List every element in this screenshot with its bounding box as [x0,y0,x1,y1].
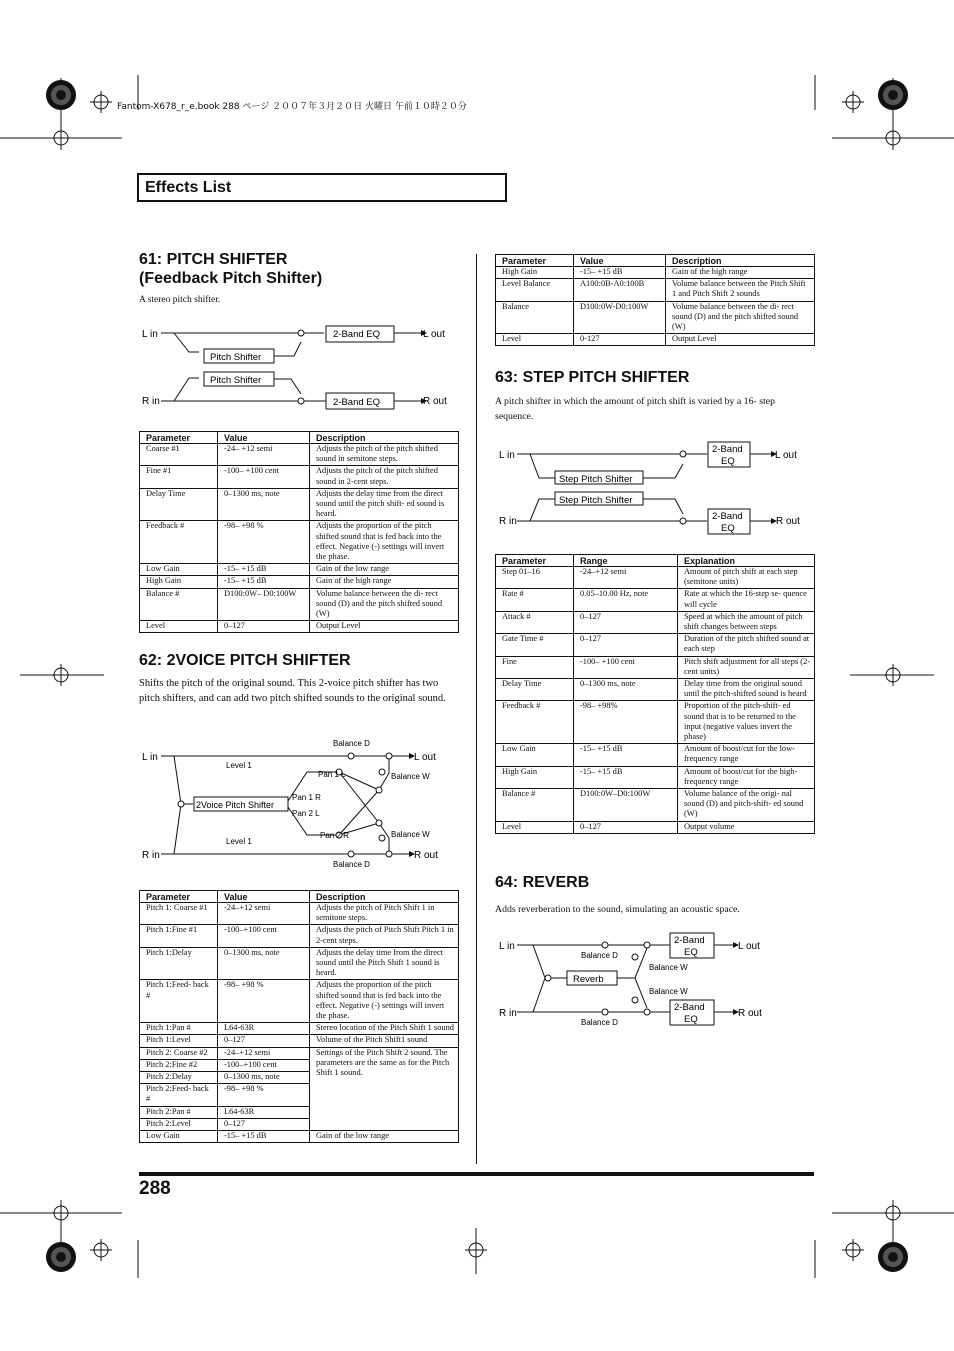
table-row [140,488,459,521]
table-cell: Balance # [140,588,218,621]
s64-bal-d1: Balance D [581,951,618,960]
table-cell: -24–+12 semi [218,1047,310,1059]
s62-level1a: Level 1 [226,761,252,770]
table-cell: -100–+100 cent [218,925,310,947]
s64-eq1b: EQ [684,947,698,958]
s63-eq1a: 2-Band [712,444,743,455]
s63-eq1b: EQ [721,456,735,467]
table-cell: Pitch 1:Pan # [140,1023,218,1035]
table-cell: Amount of pitch shift at each step (semitone units) [678,567,815,589]
table-cell: Fine [496,656,574,678]
table-cell: Fine #1 [140,466,218,488]
table-row [496,611,815,633]
table-cell: L64-63R [218,1106,310,1118]
table-cell: D100:0W–D0:100W [574,789,678,822]
s62-title: 62: 2VOICE PITCH SHIFTER [139,652,351,669]
table-cell: 0.05–10.00 Hz, note [574,589,678,611]
s63-param-table [495,554,815,834]
table-cell: Pitch 2: Coarse #2 [140,1047,218,1059]
s63-r-in: R in [499,516,517,527]
table-cell: Pitch 1:Level [140,1035,218,1047]
banner-title: Effects List [145,179,232,196]
table-cell: Feedback # [140,521,218,564]
table-cell: Adjusts the delay time from the direct sound until the Pitch Shift 1 sound is heard. [310,947,459,980]
s64-reverb: Reverb [573,974,604,985]
table-cell: -98– +98 % [218,1084,310,1106]
table-cell: Adjusts the proportion of the pitch shifted sound that is fed back into the effect. Negative (-) settings will invert the phase. [310,980,459,1023]
s62-bal-w1: Balance W [391,772,430,781]
s62-pan1r: Pan 1 R [292,793,321,802]
s62-continued-table [495,254,815,346]
table-cell: Adjusts the pitch of Pitch Shift Pitch 1 in 2-cent steps. [310,925,459,947]
table-cell: D100:0W– D0:100W [218,588,310,621]
column-divider [476,254,477,1164]
table-cell: Gain of the low range [310,564,459,576]
table-row [140,588,459,621]
table-row [140,576,459,588]
s62-pan1l: Pan 1 L [318,770,346,779]
table-row [140,980,459,1023]
table-cell: 0–1300 ms, note [218,947,310,980]
s64-r-out: R out [738,1008,762,1019]
page-number: 288 [139,1178,171,1199]
table-cell: 0–1300 ms, note [218,488,310,521]
table-cell: -98– +98 % [218,521,310,564]
table-cell: -24–+12 semi [574,567,678,589]
s62-param-table [139,890,459,1143]
col-header: Parameter [496,255,574,267]
table-row [140,925,459,947]
s61-diagram [139,318,459,418]
s63-l-in: L in [499,450,515,461]
col-header: Parameter [140,432,218,444]
s61-ps2: Pitch Shifter [210,375,262,386]
s61-r-in: R in [142,396,160,407]
table-cell: -98– +98% [574,701,678,744]
table-row [140,466,459,488]
s64-bal-w1: Balance W [649,963,688,972]
col-header: Value [218,432,310,444]
table-cell: Pitch 1: Coarse #1 [140,903,218,925]
table-cell: 0–127 [574,634,678,656]
table-cell: Pitch 2:Feed- back # [140,1084,218,1106]
table-cell: Settings of the Pitch Shift 2 sound. The parameters are the same as for the Pitch Shift 1 sound. [310,1047,459,1130]
table-row [496,701,815,744]
s64-bal-d2: Balance D [581,1018,618,1027]
table-cell: High Gain [496,766,574,788]
table-cell: Adjusts the pitch of the pitch shifted sound in semitone steps. [310,444,459,466]
s62-pan2l: Pan 2 L [292,809,320,818]
s61-l-out: L out [423,329,445,340]
table-row [140,1023,459,1035]
table-cell: D100:0W-D0:100W [574,301,666,334]
s61-intro: A stereo pitch shifter. [139,295,221,305]
s61-ps1: Pitch Shifter [210,352,262,363]
table-cell: 0–127 [218,621,310,633]
table-cell: Gain of the low range [310,1131,459,1143]
table-cell: Pitch 1:Delay [140,947,218,980]
table-row [140,1131,459,1143]
table-cell: Level Balance [496,279,574,301]
table-cell: -15– +15 dB [574,744,678,766]
table-cell: Gain of the high range [310,576,459,588]
col-header: Value [574,255,666,267]
table-cell: Gain of the high range [666,267,815,279]
table-cell: Stereo location of the Pitch Shift 1 sound [310,1023,459,1035]
table-cell: Adjusts the proportion of the pitch shifted sound that is fed back into the effect. Negative (-) settings will invert the phase. [310,521,459,564]
table-row [140,1047,459,1059]
s62-l-out: L out [414,752,436,763]
table-cell: -15– +15 dB [218,564,310,576]
table-cell: -100– +100 cent [574,656,678,678]
s64-l-in: L in [499,941,515,952]
table-cell: High Gain [140,576,218,588]
table-cell: -24–+12 semi [218,903,310,925]
col-header: Explanation [678,555,815,567]
s62-r-in: R in [142,850,160,861]
s64-l-out: L out [738,941,760,952]
table-row [496,821,815,833]
s62-bal-d1: Balance D [333,739,370,748]
table-cell: Level [496,821,574,833]
table-cell: Duration of the pitch shifted sound at each step [678,634,815,656]
table-row [140,903,459,925]
table-cell: Volume balance between the di- rect sound (D) and the pitch shifted sound (W) [310,588,459,621]
table-row [140,1035,459,1047]
table-cell: -15– +15 dB [574,267,666,279]
s62-box: 2Voice Pitch Shifter [196,800,275,810]
table-cell: -100–+100 cent [218,1059,310,1071]
table-cell: 0–127 [574,611,678,633]
table-cell: L64-63R [218,1023,310,1035]
s61-r-out: R out [423,396,447,407]
table-cell: Volume balance between the di- rect sound (D) and the pitch shifted sound (W) [666,301,815,334]
table-cell: -15– +15 dB [574,766,678,788]
s64-eq2b: EQ [684,1014,698,1025]
col-header: Description [666,255,815,267]
s61-eq1: 2-Band EQ [333,329,380,340]
table-cell: Volume of the Pitch Shift1 sound [310,1035,459,1047]
s61-eq2: 2-Band EQ [333,397,380,408]
col-header: Value [218,891,310,903]
table-cell: 0-127 [574,334,666,346]
table-cell: Level [140,621,218,633]
table-row [140,521,459,564]
table-cell: Volume balance of the origi- nal sound (D) and pitch-shift- ed sound (W) [678,789,815,822]
col-header: Description [310,891,459,903]
s61-heading [139,250,322,288]
s64-intro: Adds reverberation to the sound, simulating an acoustic space. [495,904,740,915]
col-header: Range [574,555,678,567]
table-cell: Pitch 1:Fine #1 [140,925,218,947]
s64-title: 64: REVERB [495,874,590,891]
s61-title-line1: 61: PITCH SHIFTER [139,251,288,268]
s63-sps2: Step Pitch Shifter [559,495,633,506]
table-cell: Delay time from the original sound until the pitch-shifted sound is heard [678,679,815,701]
table-cell: Output Level [310,621,459,633]
s64-eq1a: 2-Band [674,935,705,946]
table-cell: A100:0B-A0:100B [574,279,666,301]
table-row [140,444,459,466]
table-row [140,621,459,633]
table-cell: -100– +100 cent [218,466,310,488]
table-row [496,267,815,279]
s62-pan2r: Pan 2 R [320,831,349,840]
table-cell: 0–127 [574,821,678,833]
s61-title-line2: (Feedback Pitch Shifter) [139,270,323,287]
table-row [496,279,815,301]
table-row [496,634,815,656]
s63-title: 63: STEP PITCH SHIFTER [495,369,690,386]
s64-r-in: R in [499,1008,517,1019]
table-cell: 0–127 [218,1035,310,1047]
table-cell: Delay Time [140,488,218,521]
table-cell: Adjusts the pitch of Pitch Shift 1 in semitone steps. [310,903,459,925]
table-row [496,766,815,788]
table-row [496,679,815,701]
table-cell: High Gain [496,267,574,279]
table-cell: Adjusts the delay time from the direct sound until the pitch shift- ed sound is heard. [310,488,459,521]
bottom-rule [139,1172,814,1176]
file-info-header: Fantom-X678_r_e.book 288 ページ ２００７年３月２０日 火曜日 午前１０時２０分 [117,102,467,112]
table-cell: Low Gain [140,564,218,576]
table-cell: Coarse #1 [140,444,218,466]
s62-diagram [139,735,459,875]
s63-eq2b: EQ [721,523,735,534]
s63-eq2a: 2-Band [712,511,743,522]
table-cell: Balance # [496,789,574,822]
s63-l-out: L out [775,450,797,461]
table-cell: -98– +98 % [218,980,310,1023]
table-cell: Gate Time # [496,634,574,656]
s63-diagram [495,437,815,537]
s63-intro: A pitch shifter in which the amount of pitch shift is varied by a 16- step sequence. [495,396,775,422]
s61-param-table [139,431,459,633]
table-cell: Adjusts the pitch of the pitch shifted sound in 2-cent steps. [310,466,459,488]
table-cell: Proportion of the pitch-shift- ed sound that is to be returned to the input (negative values invert the phase) [678,701,815,744]
table-cell: Output volume [678,821,815,833]
table-row [140,564,459,576]
table-cell: Rate # [496,589,574,611]
table-cell: -15– +15 dB [218,576,310,588]
s62-r-out: R out [414,850,438,861]
table-cell: Amount of boost/cut for the high-frequency range [678,766,815,788]
table-cell: Pitch 2:Level [140,1118,218,1130]
s63-r-out: R out [776,516,800,527]
table-cell: Speed at which the amount of pitch shift changes between steps [678,611,815,633]
section-banner [137,173,507,202]
table-cell: -15– +15 dB [218,1131,310,1143]
table-row [496,567,815,589]
table-cell: Level [496,334,574,346]
s62-bal-w2: Balance W [391,830,430,839]
table-row [496,744,815,766]
s62-level1b: Level 1 [226,837,252,846]
table-cell: -24– +12 semi [218,444,310,466]
table-cell: Output Level [666,334,815,346]
table-cell: Pitch 2:Fine #2 [140,1059,218,1071]
table-cell: Pitch 2:Delay [140,1072,218,1084]
table-cell: Volume balance between the Pitch Shift 1 and Pitch Shift 2 sounds [666,279,815,301]
col-header: Parameter [140,891,218,903]
table-cell: Step 01–16 [496,567,574,589]
table-row [496,334,815,346]
col-header: Parameter [496,555,574,567]
s62-l-in: L in [142,752,158,763]
s64-diagram [495,928,815,1033]
table-cell: Pitch shift adjustment for all steps (2-cent units) [678,656,815,678]
table-cell: 0–127 [218,1118,310,1130]
table-cell: Balance [496,301,574,334]
table-row [496,589,815,611]
table-cell: Delay Time [496,679,574,701]
table-cell: Pitch 1:Feed- back # [140,980,218,1023]
table-cell: Attack # [496,611,574,633]
table-cell: 0–1300 ms, note [218,1072,310,1084]
table-cell: Amount of boost/cut for the low-frequency range [678,744,815,766]
table-cell: Low Gain [140,1131,218,1143]
table-cell: Low Gain [496,744,574,766]
table-row [496,656,815,678]
table-cell: Rate at which the 16-step se- quence will cycle [678,589,815,611]
s64-eq2a: 2-Band [674,1002,705,1013]
table-cell: Pitch 2:Pan # [140,1106,218,1118]
table-row [140,947,459,980]
table-cell: Feedback # [496,701,574,744]
s63-sps1: Step Pitch Shifter [559,474,633,485]
table-row [496,301,815,334]
table-row [496,789,815,822]
table-cell: 0–1300 ms, note [574,679,678,701]
s62-intro: Shifts the pitch of the original sound. This 2-voice pitch shifter has two pitch shifters, and can add two pitch shifted sounds to the original sound. [139,678,446,704]
s61-l-in: L in [142,329,158,340]
s62-bal-d2: Balance D [333,860,370,869]
col-header: Description [310,432,459,444]
s64-bal-w2: Balance W [649,987,688,996]
